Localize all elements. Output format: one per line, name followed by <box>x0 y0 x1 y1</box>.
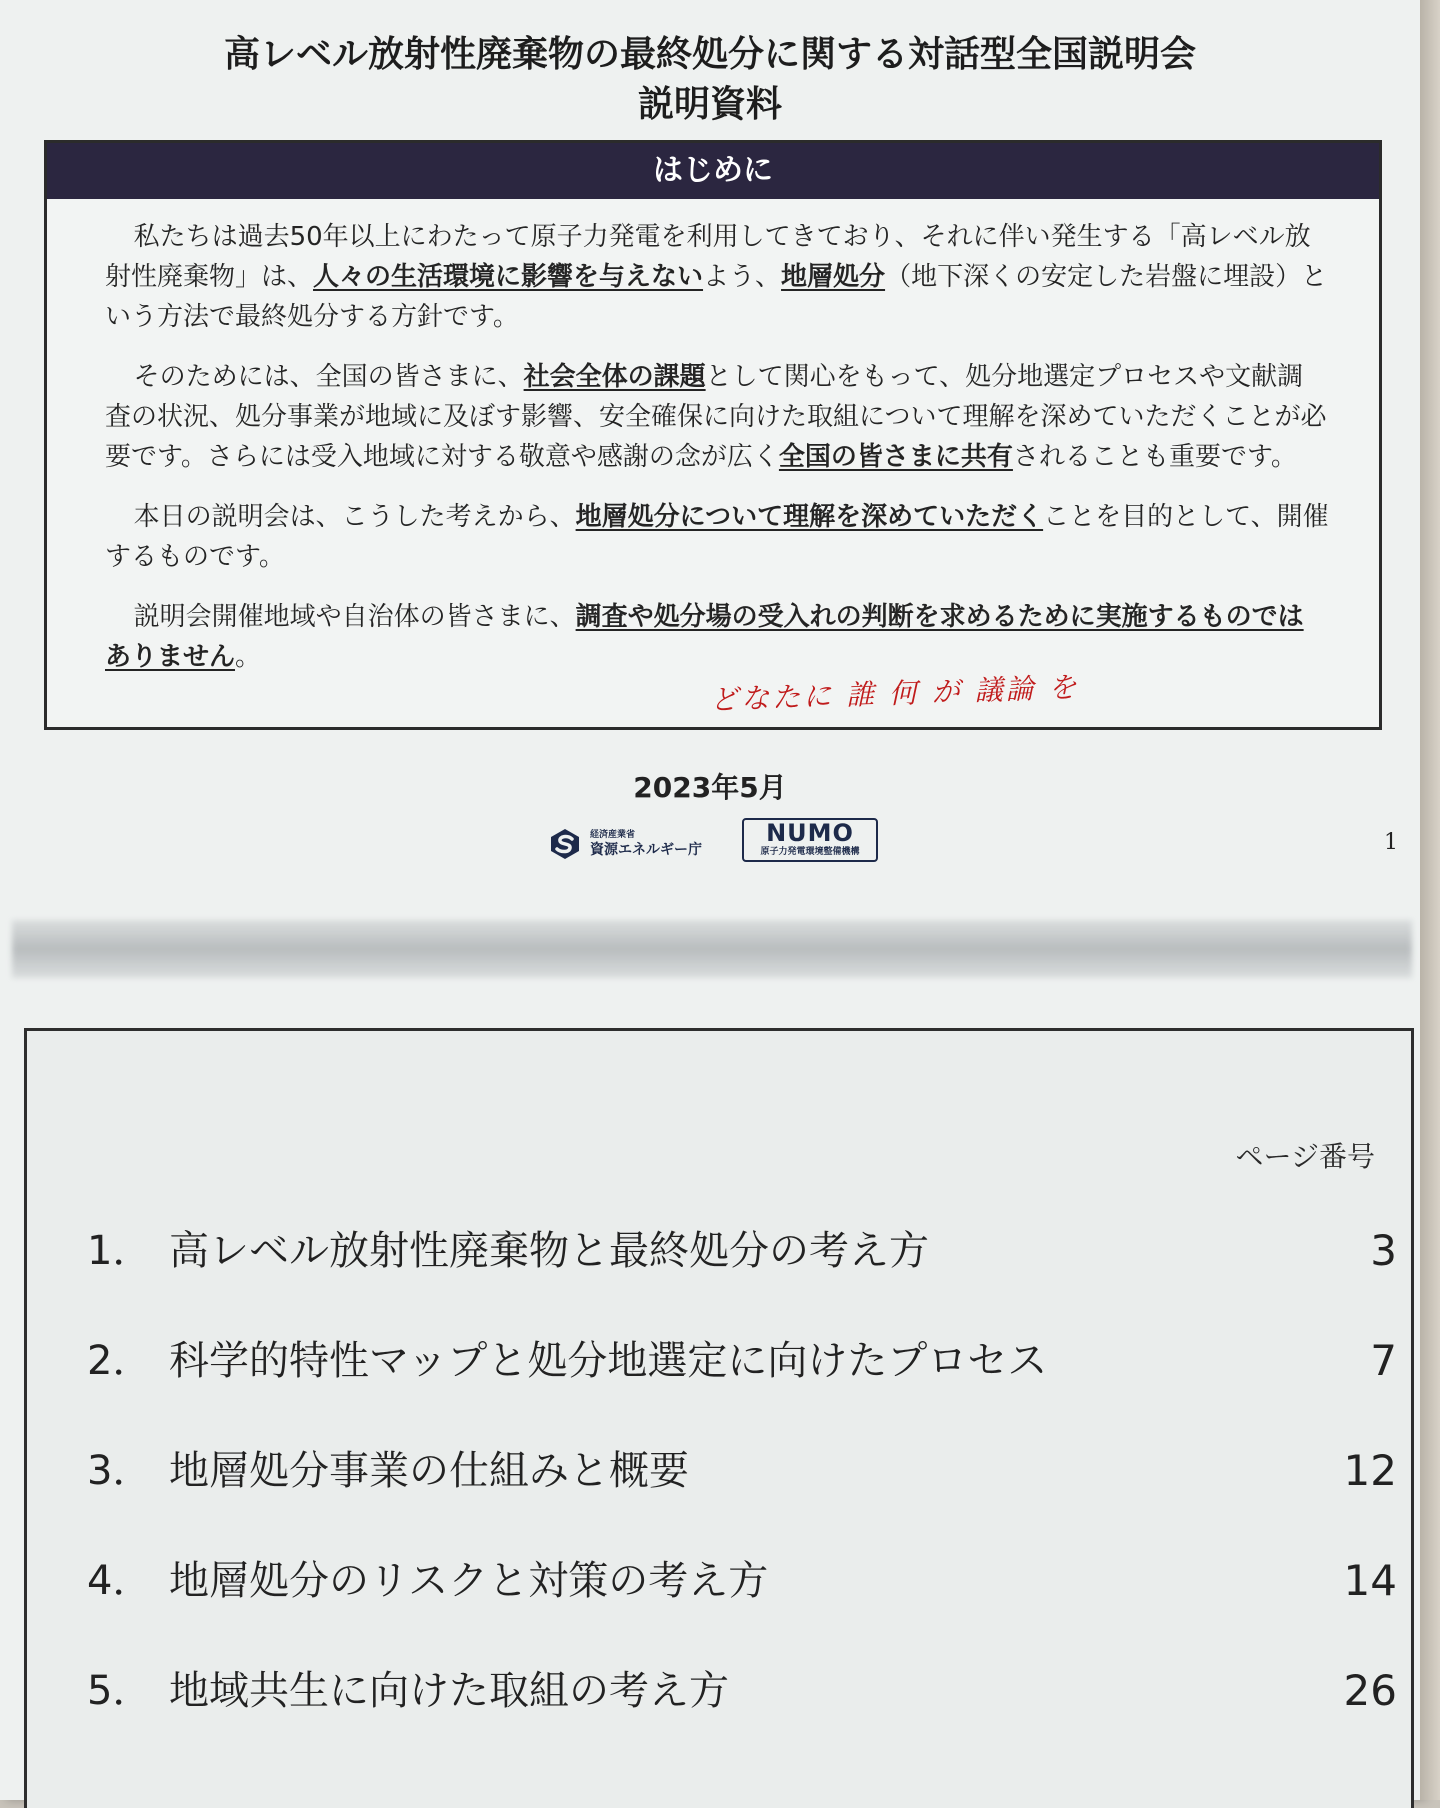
toc-list <box>87 1221 1397 1771</box>
toc-item <box>87 1331 1397 1441</box>
body-text: 本日の説明会は、こうした考えから、 <box>133 502 576 532</box>
page-number: 1 <box>1384 830 1398 855</box>
emphasis-text: 全国の皆さまに共有 <box>778 442 1013 472</box>
document-title <box>60 30 1360 130</box>
intro-heading: はじめに <box>47 143 1379 199</box>
numo-mark: NUMO <box>766 819 854 847</box>
toc-item-title: 地域共生に向けた取組の考え方 <box>169 1668 729 1714</box>
document-title-line1: 高レベル放射性廃棄物の最終処分に関する対話型全国説明会 <box>223 34 1196 75</box>
body-text: として関心をもって、処分地選定プロセスや文献調査の状況、処分事業が地域に及ぼす影響、安全確保に向けた取組について理解を深めていただくことが必要です。さらには受入地域に対する敬意や感謝の念が広く <box>105 362 1327 472</box>
table-of-contents <box>24 1028 1414 1808</box>
body-text: そのためには、全国の皆さまに、 <box>133 362 524 392</box>
toc-item <box>87 1441 1397 1551</box>
toc-item <box>87 1661 1397 1771</box>
toc-item-title: 地層処分のリスクと対策の考え方 <box>169 1558 769 1604</box>
toc-item-page: 3 <box>1370 1226 1397 1275</box>
body-text: されることも重要です。 <box>1012 442 1297 472</box>
body-text: （地下深くの安定した岩盤に埋設）という方法で最終処分する方針です。 <box>105 262 1328 332</box>
emphasis-text: 地層処分 <box>781 262 886 292</box>
publisher-logos <box>548 818 888 868</box>
toc-item-page: 12 <box>1343 1446 1397 1495</box>
anre-ministry-label: 経済産業省 <box>590 829 636 840</box>
anre-logo <box>548 824 702 864</box>
toc-item-number: 1． <box>87 1228 153 1274</box>
body-text: 。 <box>235 642 262 672</box>
toc-item-page: 14 <box>1343 1556 1397 1605</box>
numo-subtitle: 原子力発電環境整備機構 <box>760 847 860 857</box>
intro-paragraph <box>105 217 1329 337</box>
body-text: ことを目的として、開催するものです。 <box>105 502 1329 572</box>
toc-item-title: 高レベル放射性廃棄物と最終処分の考え方 <box>169 1228 929 1274</box>
toc-item-number: 4． <box>87 1558 153 1604</box>
toc-item-page: 7 <box>1370 1336 1397 1385</box>
body-text: 説明会開催地域や自治体の皆さまに、 <box>133 602 576 632</box>
bleed-through-shadow <box>12 920 1412 978</box>
toc-item-page: 26 <box>1343 1666 1397 1715</box>
intro-section <box>44 140 1382 730</box>
emphasis-text: 人々の生活環境に影響を与えない <box>313 262 704 292</box>
publication-date: 2023年5月 <box>633 771 787 804</box>
intro-paragraph <box>105 597 1329 677</box>
body-text: 私たちは過去50年以上にわたって原子力発電を利用してきており、それに伴い発生する「高レベル放射性廃棄物」は、 <box>105 222 1311 292</box>
toc-item <box>87 1221 1397 1331</box>
emphasis-text: 地層処分について理解を深めていただく <box>575 502 1044 532</box>
intro-body <box>47 199 1379 677</box>
body-text: よう、 <box>703 262 782 292</box>
handwritten-annotation: どなたに 誰 何 が 議論 を <box>709 670 1081 717</box>
intro-paragraph <box>105 357 1329 477</box>
anre-name-label: 資源エネルギー庁 <box>590 841 702 858</box>
numo-logo <box>742 818 878 862</box>
anre-emblem-icon <box>548 827 582 861</box>
toc-item-title: 地層処分事業の仕組みと概要 <box>169 1448 689 1494</box>
toc-item-number: 3． <box>87 1448 153 1494</box>
toc-item-number: 5． <box>87 1668 153 1714</box>
toc-item <box>87 1551 1397 1661</box>
intro-paragraph <box>105 497 1329 577</box>
background-surface <box>1420 0 1440 1800</box>
emphasis-text: 調査や処分場の受入れの判断を求めるために実施するものではありません <box>105 602 1304 672</box>
toc-page-label: ページ番号 <box>1235 1140 1375 1173</box>
toc-item-number: 2． <box>87 1338 153 1384</box>
emphasis-text: 社会全体の課題 <box>523 362 706 392</box>
document-title-line2: 説明資料 <box>637 84 782 125</box>
toc-item-title: 科学的特性マップと処分地選定に向けたプロセス <box>169 1338 1048 1384</box>
